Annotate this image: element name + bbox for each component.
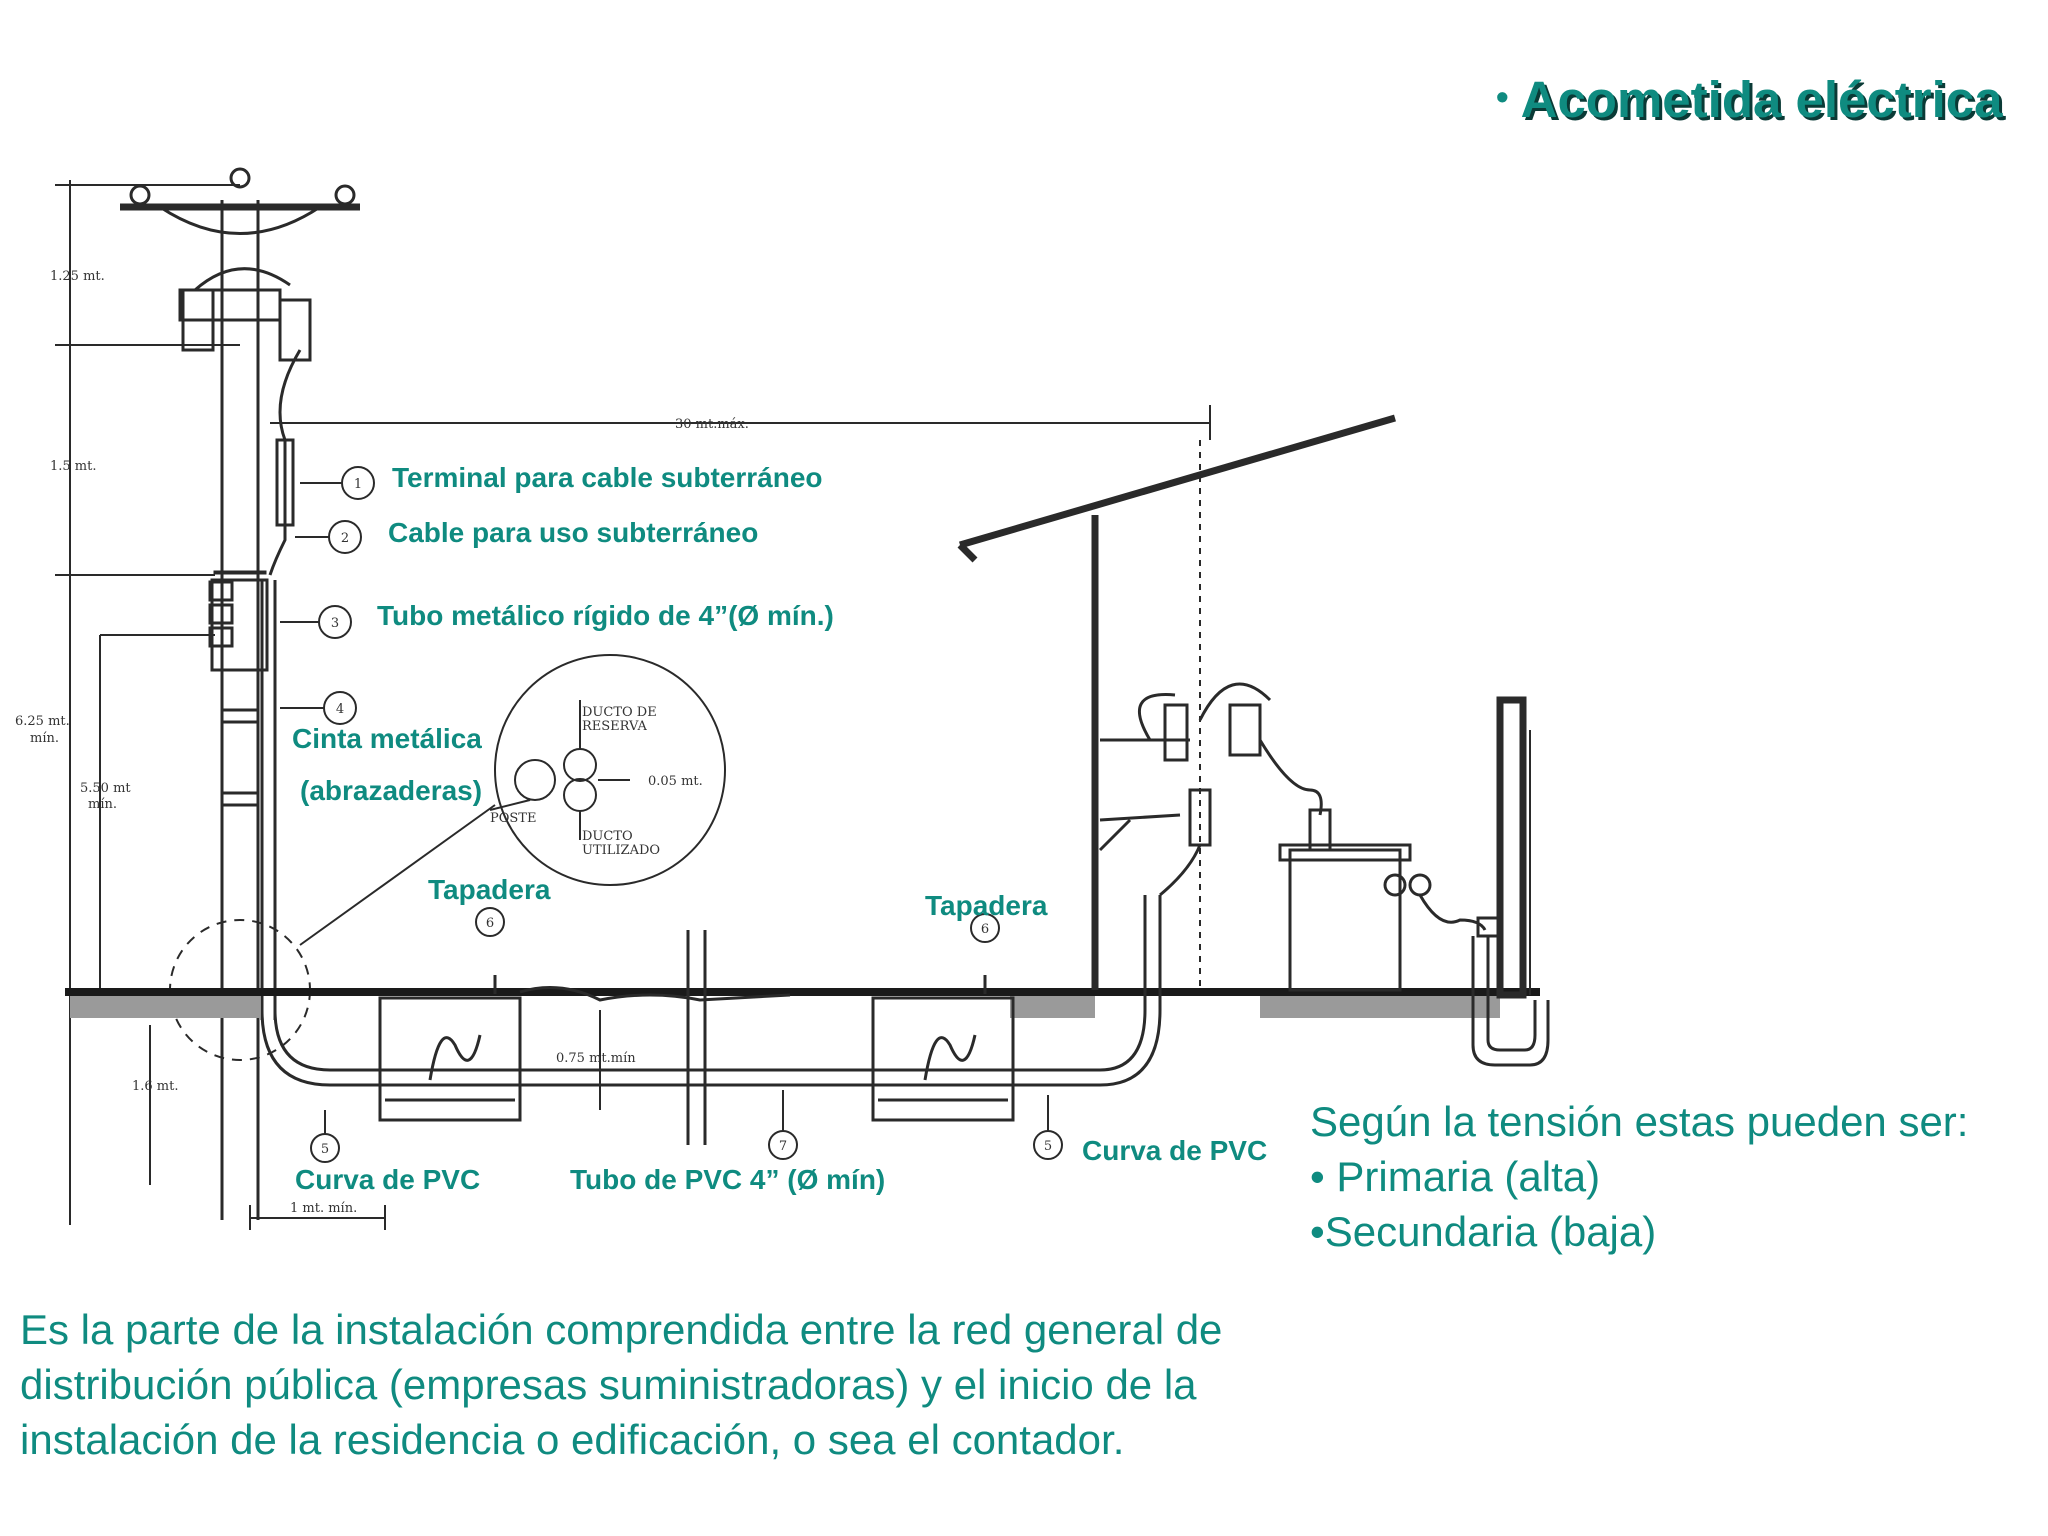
handhole-right bbox=[873, 975, 1013, 1120]
right-post bbox=[1500, 700, 1530, 995]
handhole-left bbox=[380, 975, 520, 1120]
utility-pole bbox=[120, 169, 363, 1220]
tension-types bbox=[1310, 1094, 1968, 1259]
callout-number-2: 2 bbox=[340, 531, 350, 546]
label-curva-pvc-right: Curva de PVC bbox=[1082, 1135, 1268, 1166]
callout-markers bbox=[280, 467, 1062, 1162]
transformer-box bbox=[1280, 845, 1548, 1065]
callout-number-7: 7 bbox=[778, 1139, 788, 1154]
callout-number-5a: 5 bbox=[320, 1142, 330, 1157]
dim-1-6: 1.6 mt. bbox=[132, 1079, 179, 1094]
title-text: Acometida eléctrica bbox=[1520, 71, 2003, 128]
label-terminal: Terminal para cable subterráneo bbox=[392, 462, 823, 493]
detail-utilizado-2: UTILIZADO bbox=[582, 843, 661, 858]
tension-primaria: • Primaria (alta) bbox=[1310, 1153, 1601, 1200]
label-cable: Cable para uso subterráneo bbox=[388, 517, 759, 548]
definition-line-3: instalación de la residencia o edificación, o sea el contador. bbox=[20, 1416, 1125, 1463]
dim-0-75: 0.75 mt.mín bbox=[556, 1051, 636, 1066]
label-curva-pvc-left: Curva de PVC bbox=[295, 1164, 481, 1195]
detail-utilizado-1: DUCTO bbox=[582, 829, 633, 844]
callout-number-1: 1 bbox=[353, 477, 363, 492]
dim-5-50: 5.50 mt bbox=[80, 781, 131, 796]
dim-5-50-min: mín. bbox=[88, 797, 117, 812]
wall-service-equipment bbox=[1100, 684, 1330, 895]
label-abrazaderas: (abrazaderas) bbox=[300, 775, 483, 806]
dim-1-25: 1.25 mt. bbox=[50, 269, 105, 284]
callout-number-6b: 6 bbox=[980, 922, 990, 937]
pvc-conduit bbox=[262, 895, 1160, 1145]
callout-number-6a: 6 bbox=[485, 916, 495, 931]
title-bullet: • bbox=[1496, 76, 1509, 117]
label-cinta-metalica: Cinta metálica bbox=[292, 723, 482, 754]
tension-heading: Según la tensión estas pueden ser: bbox=[1310, 1098, 1969, 1145]
label-tapadera-right: Tapadera bbox=[925, 890, 1048, 921]
tension-secundaria: •Secundaria (baja) bbox=[1310, 1208, 1657, 1255]
detail-poste: POSTE bbox=[490, 811, 537, 826]
dim-0-05: 0.05 mt. bbox=[648, 774, 703, 789]
dim-30-mt: 30 mt.máx. bbox=[675, 417, 749, 432]
detail-reserva-1: DUCTO DE bbox=[582, 705, 657, 720]
dim-6-25-min: mín. bbox=[30, 731, 59, 746]
callout-number-4: 4 bbox=[335, 702, 345, 717]
dim-6-25: 6.25 mt. bbox=[15, 714, 70, 729]
callout-number-3: 3 bbox=[330, 616, 340, 631]
dim-1-mt: 1 mt. mín. bbox=[290, 1201, 358, 1216]
label-tapadera-left: Tapadera bbox=[428, 874, 551, 905]
ground-line bbox=[65, 992, 1540, 1018]
label-tubo-metalico: Tubo metálico rígido de 4”(Ø mín.) bbox=[377, 600, 834, 631]
definition-paragraph bbox=[20, 1302, 1420, 1467]
definition-line-1: Es la parte de la instalación comprendida entre la red general de bbox=[20, 1306, 1223, 1353]
dim-1-5: 1.5 mt. bbox=[50, 459, 97, 474]
slide-title bbox=[1496, 70, 2003, 129]
detail-reserva-2: RESERVA bbox=[582, 719, 647, 734]
callout-number-5b: 5 bbox=[1043, 1139, 1053, 1154]
label-tubo-pvc: Tubo de PVC 4” (Ø mín) bbox=[570, 1164, 886, 1195]
definition-line-2: distribución pública (empresas suministradoras) y el inicio de la bbox=[20, 1361, 1197, 1408]
